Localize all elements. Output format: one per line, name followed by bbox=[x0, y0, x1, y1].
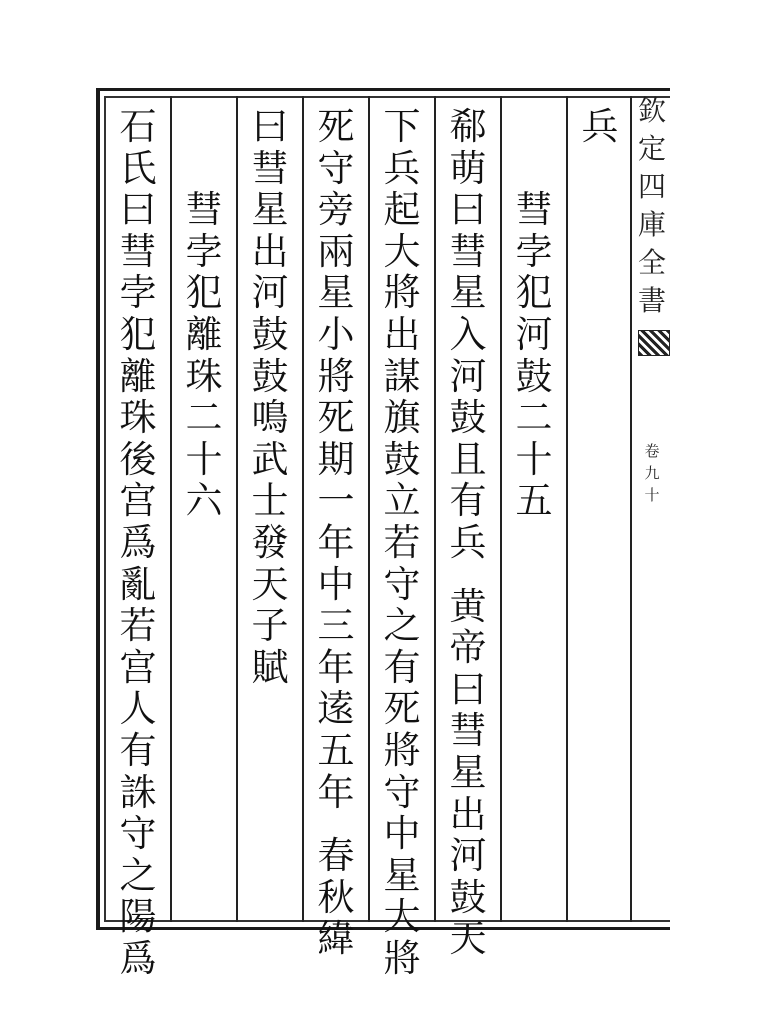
text-segment: 石 氏 曰 彗 孛 犯 離 珠 後 宫 爲 亂 若 宫 人 有 誅 守 之 陽 爲 bbox=[119, 105, 157, 980]
text-segment: 彗 孛 犯 離 珠 二 十 六 bbox=[185, 188, 223, 523]
text-column-4 bbox=[370, 106, 434, 979]
text-column-3 bbox=[436, 106, 500, 960]
text-column-1 bbox=[568, 106, 632, 148]
text-column-7 bbox=[172, 106, 236, 522]
text-segment: 下 兵 起 大 將 出 謀 旗 鼓 立 若 守 之 有 死 將 守 中 星 大 將 bbox=[383, 105, 421, 980]
text-column-2 bbox=[502, 106, 566, 522]
book-title-margin bbox=[634, 92, 670, 320]
text-column-8 bbox=[106, 106, 170, 979]
text-segment: 黄 帝 曰 彗 星 出 河 鼓 天 bbox=[449, 584, 487, 961]
text-segment: 春 秋 緯 bbox=[317, 834, 355, 961]
text-column-6 bbox=[238, 106, 302, 688]
fishtail-mark bbox=[638, 330, 670, 356]
text-segment: 兵 bbox=[581, 105, 619, 148]
text-segment: 曰 彗 星 出 河 鼓 鼓 鳴 武 士 發 天 子 賦 bbox=[251, 105, 289, 689]
margin-text: 欽 定 四 庫 全 書 bbox=[637, 94, 666, 317]
inner-border-top bbox=[104, 96, 670, 98]
juan-number bbox=[640, 440, 664, 506]
margin-text: 卷 九 十 bbox=[644, 442, 660, 504]
text-segment: 死 守 旁 兩 星 小 將 死 期 一 年 中 三 年 逺 五 年 bbox=[317, 105, 355, 814]
text-segment: 彗 孛 犯 河 鼓 二 十 五 bbox=[515, 188, 553, 523]
column-divider bbox=[630, 96, 632, 922]
column-divider bbox=[566, 96, 568, 922]
text-column-5 bbox=[304, 106, 368, 960]
text-segment: 郗 萌 曰 彗 星 入 河 鼓 且 有 兵 bbox=[449, 105, 487, 564]
